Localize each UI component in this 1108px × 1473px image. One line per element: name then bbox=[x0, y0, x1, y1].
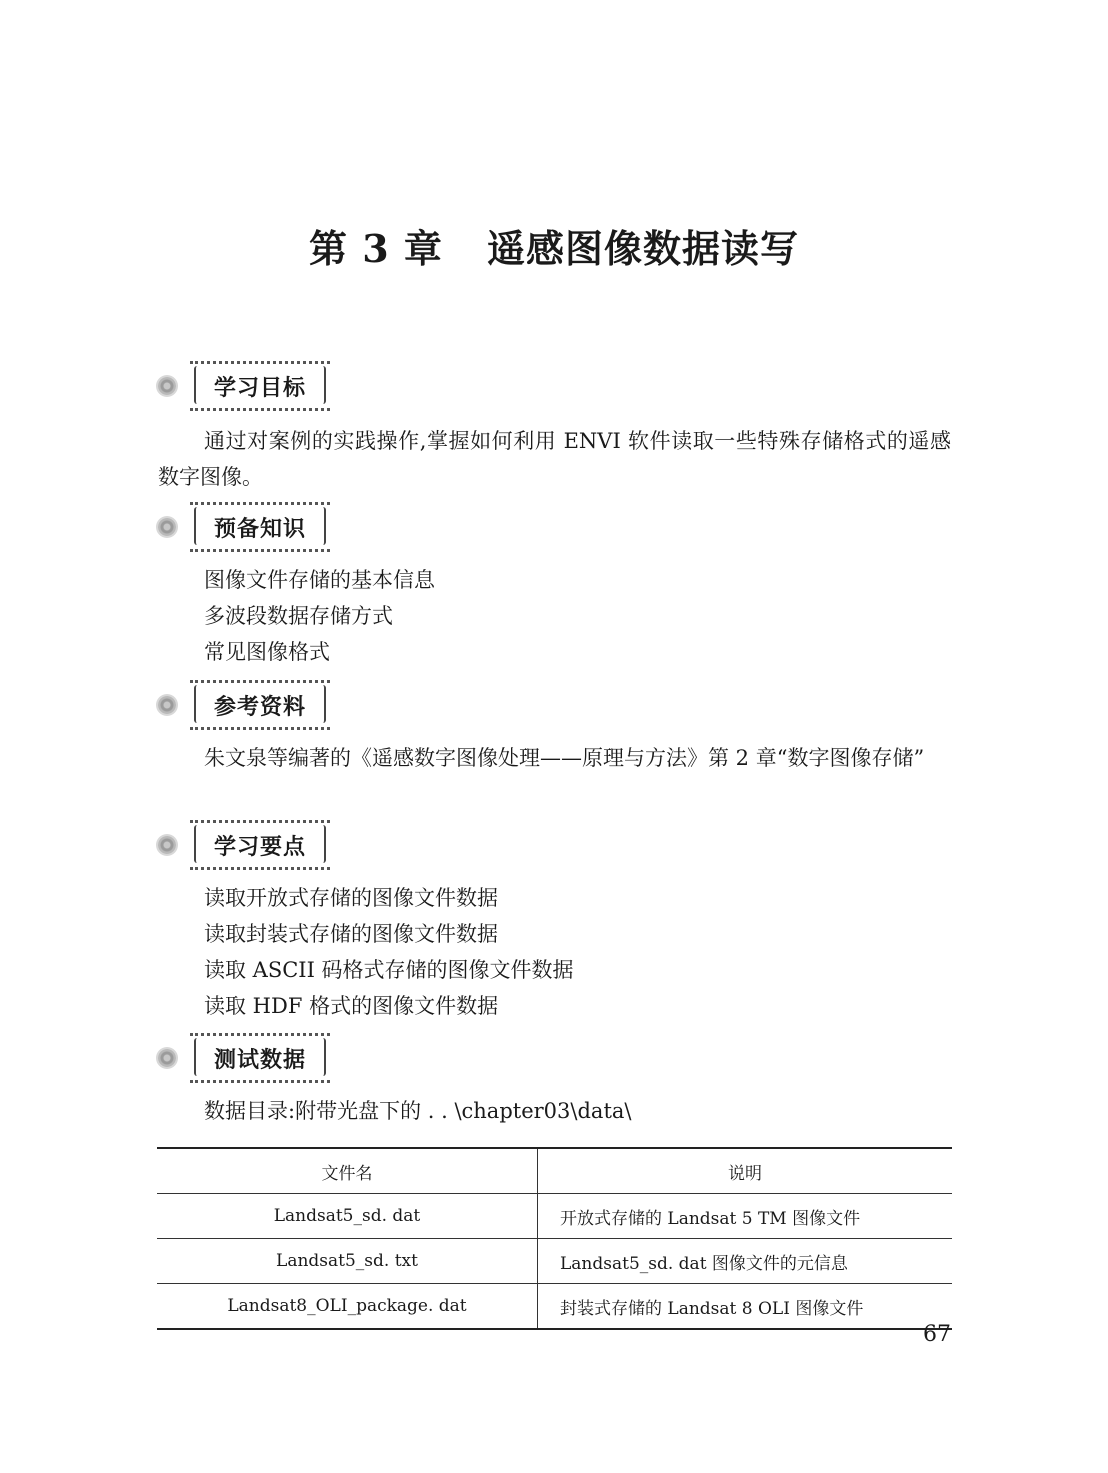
table-cell-description: Landsat5_sd. dat 图像文件的元信息 bbox=[538, 1239, 953, 1284]
column-header-description: 说明 bbox=[538, 1148, 953, 1194]
data-files-table bbox=[157, 1147, 952, 1330]
table-row bbox=[157, 1284, 952, 1330]
references-paragraph: 朱文泉等编著的《遥感数字图像处理——原理与方法》第 2 章“数字图像存储” bbox=[204, 746, 925, 770]
list-item: 图像文件存储的基本信息 bbox=[204, 568, 435, 592]
table-cell-description: 封装式存储的 Landsat 8 OLI 图像文件 bbox=[538, 1284, 953, 1330]
list-item: 读取开放式存储的图像文件数据 bbox=[204, 886, 498, 910]
section-heading-key-points bbox=[158, 820, 330, 870]
heading-frame bbox=[190, 680, 330, 730]
objectives-paragraph: 通过对案例的实践操作,掌握如何利用 ENVI 软件读取一些特殊存储格式的遥感数字图像。 bbox=[158, 429, 951, 489]
section-heading-label: 测试数据 bbox=[214, 1046, 307, 1073]
section-heading-label: 学习目标 bbox=[214, 374, 307, 401]
list-item: 常见图像格式 bbox=[204, 640, 330, 664]
table-cell-description: 开放式存储的 Landsat 5 TM 图像文件 bbox=[538, 1194, 953, 1239]
table-cell-filename: Landsat5_sd. dat bbox=[157, 1194, 538, 1239]
section-heading-objectives bbox=[158, 361, 330, 411]
chapter-name: 遥感图像数据读写 bbox=[486, 226, 799, 271]
section-heading-label: 预备知识 bbox=[214, 515, 307, 542]
section-heading-references bbox=[158, 680, 330, 730]
list-item: 读取 ASCII 码格式存储的图像文件数据 bbox=[204, 958, 574, 982]
test-data-directory: 数据目录:附带光盘下的 . . \chapter03\data\ bbox=[204, 1099, 632, 1123]
section-heading-test-data bbox=[158, 1033, 330, 1083]
flower-bullet-icon bbox=[158, 836, 176, 854]
page-number: 67 bbox=[923, 1322, 951, 1347]
table-row bbox=[157, 1239, 952, 1284]
table-row bbox=[157, 1194, 952, 1239]
table-cell-filename: Landsat5_sd. txt bbox=[157, 1239, 538, 1284]
list-item: 多波段数据存储方式 bbox=[204, 604, 393, 628]
section-heading-prerequisites bbox=[158, 502, 330, 552]
section-heading-label: 学习要点 bbox=[214, 833, 307, 860]
chapter-number: 第 3 章 bbox=[309, 226, 443, 271]
column-header-filename: 文件名 bbox=[157, 1148, 538, 1194]
section-heading-label: 参考资料 bbox=[214, 693, 307, 720]
table-cell-filename: Landsat8_OLI_package. dat bbox=[157, 1284, 538, 1330]
flower-bullet-icon bbox=[158, 518, 176, 536]
heading-frame bbox=[190, 502, 330, 552]
heading-frame bbox=[190, 820, 330, 870]
flower-bullet-icon bbox=[158, 1049, 176, 1067]
flower-bullet-icon bbox=[158, 696, 176, 714]
flower-bullet-icon bbox=[158, 377, 176, 395]
list-item: 读取封装式存储的图像文件数据 bbox=[204, 922, 498, 946]
list-item: 读取 HDF 格式的图像文件数据 bbox=[204, 994, 499, 1018]
heading-frame bbox=[190, 1033, 330, 1083]
table-header-row bbox=[157, 1148, 952, 1194]
chapter-title bbox=[0, 218, 1108, 273]
heading-frame bbox=[190, 361, 330, 411]
